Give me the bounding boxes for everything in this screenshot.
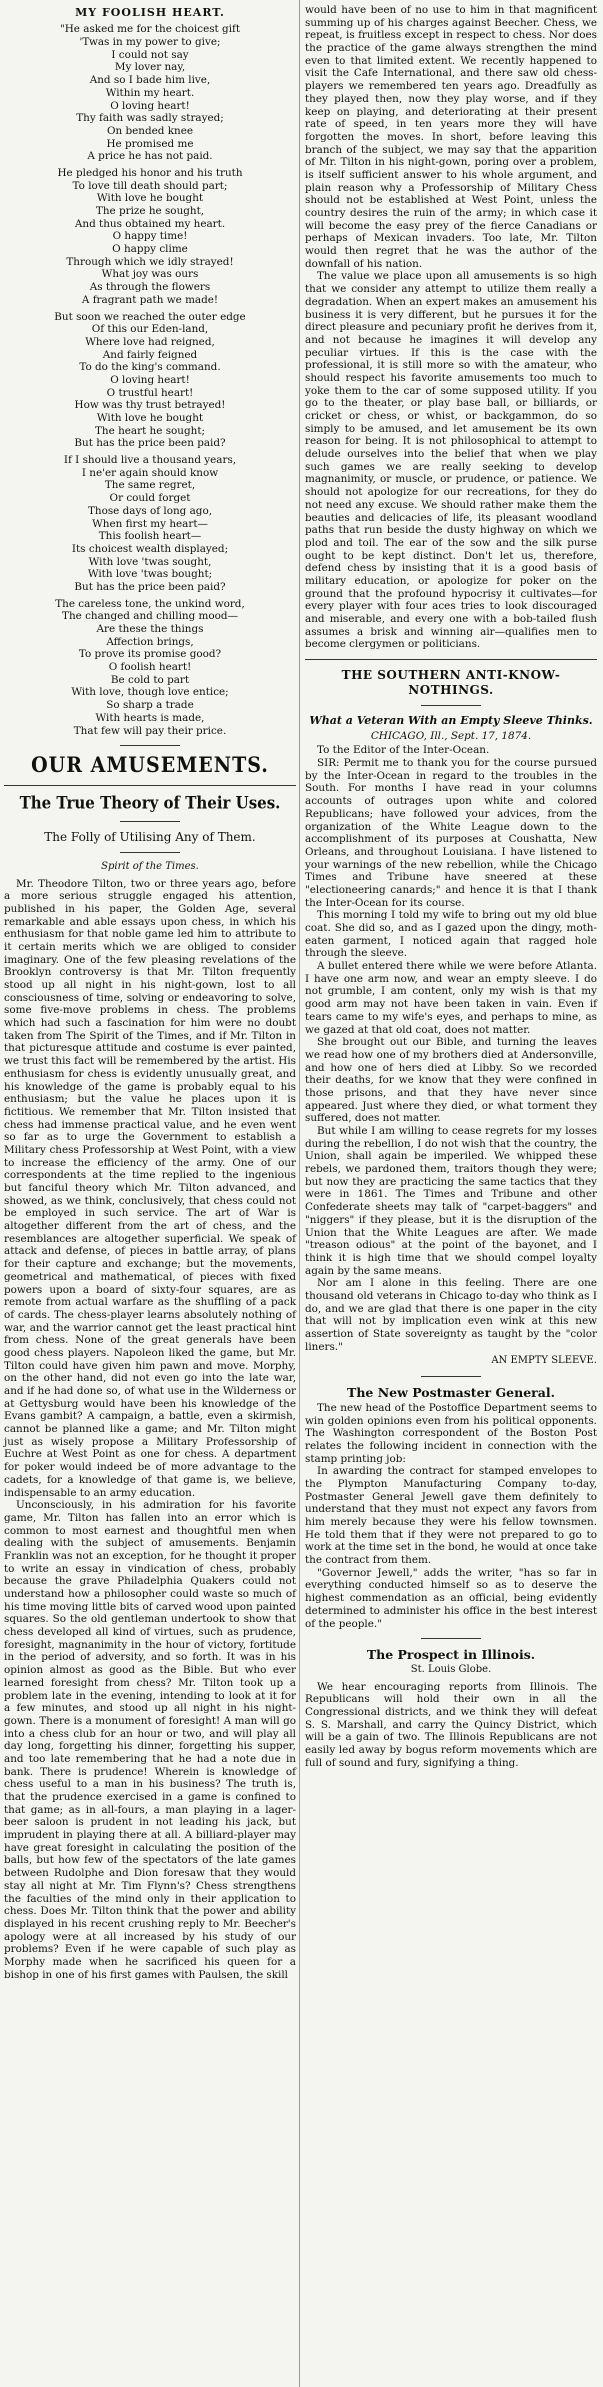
poem-stanza — [4, 23, 296, 163]
poem-line: With hearts is made, — [95, 711, 205, 724]
poem-stanza — [4, 167, 296, 307]
poem-line: He pledged his honor and his truth — [57, 166, 243, 179]
paragraph: A bullet entered there while we were before Atlanta. I have one arm now, and wear an empty sleeve. I do not grumble, I am content, only my wish is that my good arm may not have been taken in vain. Even if tears came to my wife's eyes, and perhaps to mine, as we gazed at that old coat, does not matter. — [305, 960, 597, 1036]
poem-line: O loving heart! — [110, 99, 190, 112]
poem-line: A fragrant path we made! — [81, 293, 219, 306]
poem-line: The heart he sought; — [95, 424, 205, 437]
poem-title: MY FOOLISH HEART. — [75, 6, 225, 19]
amusements-headline: OUR AMUSEMENTS. — [31, 752, 269, 778]
poem-line: O loving heart! — [110, 373, 190, 386]
paragraph: In awarding the contract for stamped envelopes to the Plympton Manufacturing Company to-day, Postmaster General Jewell gave them definitely to understand that they must not expect any favors from him merely because they were his fellow townsmen. He told them that if they were not prepared to go to work at the time set in the bond, he would at once take the contract from them. — [305, 1465, 597, 1567]
poem-line: Be cold to part — [110, 673, 190, 686]
poem-line: And fairly feigned — [102, 348, 198, 361]
poem-line: Within my heart. — [105, 86, 195, 99]
poem-line: If I should live a thousand years, — [63, 454, 237, 467]
poem-line: What joy was ours — [101, 268, 199, 281]
antiknow-deck: What a Veteran With an Empty Sleeve Thinks. — [309, 714, 593, 728]
separator — [120, 745, 180, 746]
poem-stanza — [4, 311, 296, 451]
poem-line: Where love had reigned, — [85, 335, 215, 348]
column-rule — [299, 0, 300, 2387]
poem-line: Are these the things — [96, 623, 204, 636]
poem-line: To prove its promise good? — [78, 648, 222, 661]
poem-line: O happy time! — [112, 230, 188, 243]
illinois-headline: The Prospect in Illinois. — [366, 1647, 536, 1663]
paragraph: She brought out our Bible, and turning the leaves we read how one of my brothers died at Andersonville, and how one of hers died at Libby. So we recorded their deaths, for we know that they were confined in those prisons, and that they have never since appeared. Just where they died, or what torment they suffered, does not matter. — [305, 1036, 597, 1125]
poem-line: The changed and chilling mood— — [62, 610, 238, 623]
poem-line: On bended knee — [106, 124, 194, 137]
poem-line: And so I bade him live, — [89, 74, 211, 87]
poem-line: To do the king's command. — [79, 361, 221, 374]
illinois-source: St. Louis Globe. — [410, 1664, 492, 1676]
separator — [421, 705, 481, 706]
poem-line: Affection brings, — [106, 635, 194, 648]
poem-line: Those days of long ago, — [87, 504, 213, 517]
poem-line: As through the flowers — [89, 281, 211, 294]
poem-line: So sharp a trade — [106, 699, 194, 712]
poem-line: With love, though love entice; — [71, 686, 229, 699]
poem-line: O foolish heart! — [108, 661, 192, 674]
left-column — [4, 4, 296, 1981]
poem-line: With love he bought — [96, 412, 204, 425]
poem-line: When first my heart— — [92, 517, 208, 530]
poem-line: But has the price been paid? — [74, 437, 226, 450]
poem-line: "He asked me for the choicest gift — [59, 23, 241, 36]
amusements-subhead-2: The Folly of Utilising Any of Them. — [44, 829, 256, 844]
poem-line: How was thy trust betrayed! — [74, 399, 226, 412]
paragraph: would have been of no use to him in that magnificent summing up of his charges against Beecher. Chess, we repeat, is fruitless except in respect to chess. Nor does the practice of the game always strengthen the mind even to that limited extent. We recently happened to visit the Cafe International, and there saw old chess-players we remembered ten years ago. Dreadfully as they played then, now they play worse, and if they keep on playing, and deteriorating at their present rate of speed, in ten years more they will have forgotten the moves. In short, before leaving this branch of the subject, we may say that the apparition of Mr. Tilton in his night-gown, poring over a problem, is itself sufficient answer to his whole argument, and plain reason why a Professorship of Military Chess should not be established at West Point, unless the country desires the ruin of the army; in which case it will become the easy prey of the fierce Canadians or perhaps of Mexican invaders. Too late, Mr. Tilton would then regret that he was the author of the downfall of his nation. — [305, 4, 597, 270]
paragraph: SIR: Permit me to thank you for the course pursued by the Inter-Ocean in regard to the troubles in the South. For months I have read in your columns accounts of outrages upon white and colored Republicans; have followed your advices, from the organization of the White League down to the accomplishment of its purposes at Coushatta, New Orleans, and throughout Louisiana. I have listened to your warnings of the new rebellion, while the Chicago Times and Tribune have sneered at these "electioneering canards;" and hence it is that I thank the Inter-Ocean for its course. — [305, 757, 597, 909]
poem-line: With love he bought — [96, 192, 204, 205]
paragraph: Nor am I alone in this feeling. There are one thousand old veterans in Chicago to-day who think as I do, and we are glad that there is one paper in the city that will not by implication even wink at this new assertion of State sovereignty as taught by the "color liners." — [305, 1277, 597, 1353]
amusements-source: Spirit of the Times. — [101, 861, 199, 873]
salutation: To the Editor of the Inter-Ocean. — [317, 744, 490, 757]
poem-line: Thy faith was sadly strayed; — [76, 112, 224, 125]
separator — [120, 821, 180, 822]
poem-line: With love 'twas sought, — [88, 555, 212, 568]
paragraph: The new head of the Postoffice Department seems to win golden opinions even from his political opponents. The Washington correspondent of the Boston Post relates the following incident in connection with the stamp printing job: — [305, 1401, 597, 1465]
poem-stanza — [4, 598, 296, 738]
amusements-subhead: The True Theory of Their Uses. — [19, 793, 281, 814]
antiknow-headline: THE SOUTHERN ANTI-KNOW-NOTHINGS. — [341, 668, 561, 697]
paragraph: The value we place upon all amusements is so high that we consider any attempt to utilize them really a degradation. When an expert makes an amusement his business it is very different, but he pursues it for the direct pleasure and pecuniary profit he derives from it, and not because he imagines it will develop any peculiar virtues. If this is the case with the professional, it is still more so with the amateur, who should respect his favorite amusements too much to yoke them to the car of some supposed utility. If you go to the theater, or play base ball, or billiards, or cricket or chess, or whist, or backgammon, do so simply to be amused, and let amusement be its own reason for being. It is not philosophical to attempt to delude ourselves into the belief that when we play such games we are really seeking to develop magnanimity, or muscle, or prudence, or patience. We should not apologize for our recreations, for they do not need any excuse. We should rather make them the beauties and delicacies of life, its pleasant woodland paths that run beside the dusty highway on which we plod and toil. The ear of the sow and the silk purse ought to be kept distinct. Don't let us, therefore, defend chess by insisting that it is a good basis of military education, or apologize for poker on the ground that the profound hypocrisy it cultivates—for every player with four aces tries to look discouraged and miserable, and every one with a bob-tailed flush assumes a brisk and winning air—qualifies men to become clergymen or politicians. — [305, 270, 597, 651]
poem-line: O trustful heart! — [106, 386, 194, 399]
poem-line: He promised me — [106, 137, 194, 150]
poem-line: Its choicest wealth displayed; — [71, 542, 229, 555]
poem-body — [4, 23, 296, 737]
separator — [421, 1638, 481, 1639]
poem-line: The same regret, — [104, 479, 196, 492]
poem-line: Or could forget — [109, 492, 191, 505]
poem-line: My lover nay, — [114, 61, 186, 74]
poem-line: O happy clime — [112, 243, 188, 256]
poem-stanza — [4, 454, 296, 594]
poem-line: But has the price been paid? — [74, 580, 226, 593]
poem-line: This foolish heart— — [98, 530, 202, 543]
poem-line: Of this our Eden-land, — [91, 323, 209, 336]
poem-line: That few will pay their price. — [73, 724, 227, 737]
poem-line: Through which we idly strayed! — [66, 255, 234, 268]
paragraph: But while I am willing to cease regrets for my losses during the rebellion, I do not wish that the country, the Union, shall again be imperiled. We whipped these rebels, we pardoned them, traitors though they were; but now they are practicing the same tactics that they were in 1861. The Times and Tribune and other Confederate sheets may talk of "carpet-baggers" and "niggers" if they please, but it is the disruption of the Union that the White Leagues are after. We made "treason odious" at the point of the bayonet, and I think it is high time that we should compel loyalty again by the same means. — [305, 1125, 597, 1277]
poem-line: And thus obtained my heart. — [74, 217, 226, 230]
separator — [120, 852, 180, 853]
poem-line: But soon we reached the outer edge — [54, 310, 246, 323]
paragraph: We hear encouraging reports from Illinois. The Republicans will hold their own in all the Congressional districts, and we think they will defeat S. S. Marshall, and carry the Quincy District, which will be a gain of two. The Illinois Republicans are not easily led away by bogus reform movements which are full of sound and fury, signifying a thing. — [305, 1680, 597, 1769]
signature: AN EMPTY SLEEVE. — [491, 1355, 597, 1367]
paragraph: This morning I told my wife to bring out my old blue coat. She did so, and as I gazed upon the dingy, moth-eaten garment, I noticed again that ragged hole through the sleeve. — [305, 909, 597, 960]
paragraph: Mr. Theodore Tilton, two or three years ago, before a more serious struggle engaged his attention, published in his paper, the Golden Age, several remarkable and able essays upon chess, in which his enthusiasm for that noble game led him to attribute to it certain merits which we are obliged to consider imaginary. One of the few pleasing revelations of the Brooklyn controversy is that Mr. Tilton frequently stood up all night in his night-gown, lost to all consciousness of time, solving or endeavoring to solve, some five-move problems in chess. The problems which had such a fascination for him were no doubt taken from The Spirit of the Times, and if Mr. Tilton in that picturesque attitude and costume is ever painted, we trust this fact will be remembered by the artist. His enthusiasm for chess is evidently unusually great, and his knowledge of the game is probably equal to his enthusiasm; but the value he places upon it is fictitious. We remember that Mr. Tilton insisted that chess had immense practical value, and he even went so far as to urge the Government to establish a Military chess Professorship at West Point, with a view to increase the efficiency of the army. One of our correspondents at the time replied to the ingenious but fanciful theory which Mr. Tilton advanced, and showed, as we think, conclusively, that chess could not be employed in such service. The art of War is altogether different from the art of chess, and the resemblances are altogether superficial. We speak of attack and defense, of pieces in battle array, of plans for their capture and exchange; but the movements, geometrical and mathematical, of pieces with fixed powers upon a board of sixty-four squares, are as remote from actual warfare as the shuffling of a pack of cards. The chess-player learns absolutely nothing of war, and the warrior cannot get the least practical hint from chess. None of the great generals have been good chess players. Napoleon liked the game, but Mr. Tilton could have given him pawn and move. Morphy, on the other hand, did not even go into the late war, and if he had done so, of what use in the Wilderness or at Gettysburg would have been his knowledge of the Evans gambit? A campaign, a battle, even a skirmish, cannot be planned like a game; and Mr. Tilton might just as wisely propose a Military Professorship of Euchre at West Point as one for chess. A department for poker would indeed be of more advantage to the cadets, for a knowledge of that game is, we believe, indispensable to an army education. — [4, 877, 296, 1499]
right-column — [305, 4, 597, 1769]
poem-line: The prize he sought, — [95, 205, 205, 218]
poem-line: To love till death should part; — [72, 179, 228, 192]
poem-line: The careless tone, the unkind word, — [55, 597, 245, 610]
poem-line: I ne'er again should know — [81, 466, 219, 479]
separator — [305, 659, 597, 660]
postmaster-headline: The New Postmaster General. — [347, 1384, 555, 1400]
separator — [421, 1376, 481, 1377]
antiknow-dateline: CHICAGO, Ill., Sept. 17, 1874. — [370, 729, 532, 742]
poem-line: With love 'twas bought; — [87, 568, 213, 581]
separator — [4, 785, 296, 786]
poem-line: 'Twas in my power to give; — [79, 36, 221, 49]
paragraph: "Governor Jewell," adds the writer, "has so far in everything conducted himself so as to deserve the highest commendation as an official, being evidently determined to administer his office in the best interest of the people." — [305, 1566, 597, 1630]
paragraph: Unconsciously, in his admiration for his favorite game, Mr. Tilton has fallen into an error which is common to most earnest and thoughtful men when dealing with the subject of amusements. Benjamin Franklin was not an exception, for he thought it proper to write an essay in vindication of chess, probably because the grave Philadelphia Quakers could not understand how a philosopher could waste so much of his time moving little bits of carved wood upon painted squares. So the old gentleman undertook to show that chess developed all kind of virtues, such as prudence, foresight, magnanimity in the hour of victory, fortitude in the period of adversity, and so forth. It was in his opinion almost as good as the Bible. But who ever learned foresight from chess? Mr. Tilton took up a problem late in the evening, intending to look at it for a few minutes, and stood up all night in his night-gown. There is a monument of foresight! A man will go into a chess club for an hour or two, and will play all day long, forgetting his dinner, forgetting his supper, and too late remembering that he had a note due in bank. There is prudence! Wherein is knowledge of chess useful to a man in his business? The truth is, that the prudence exercised in a game is confined to that game; as in all-fours, a man playing in a lager-beer saloon is prudent in not leading his jack, but imprudent in playing there at all. A billiard-player may have great foresight in calculating the position of the balls, but how few of the spectators of the late games between Rudolphe and Dion foresaw that they would stay all night at Mr. Tim Flynn's? Chess strengthens the faculties of the mind only in their application to chess. Does Mr. Tilton think that the power and ability displayed in his recent crushing reply to Mr. Beecher's apology were at all increased by his study of our problems? Even if he were capable of such play as Morphy made when he sacrificed his queen for a bishop in one of his first games with Paulsen, the skill — [4, 1499, 296, 1981]
poem-line: I could not say — [111, 48, 189, 61]
poem-line: A price he has not paid. — [87, 150, 213, 163]
